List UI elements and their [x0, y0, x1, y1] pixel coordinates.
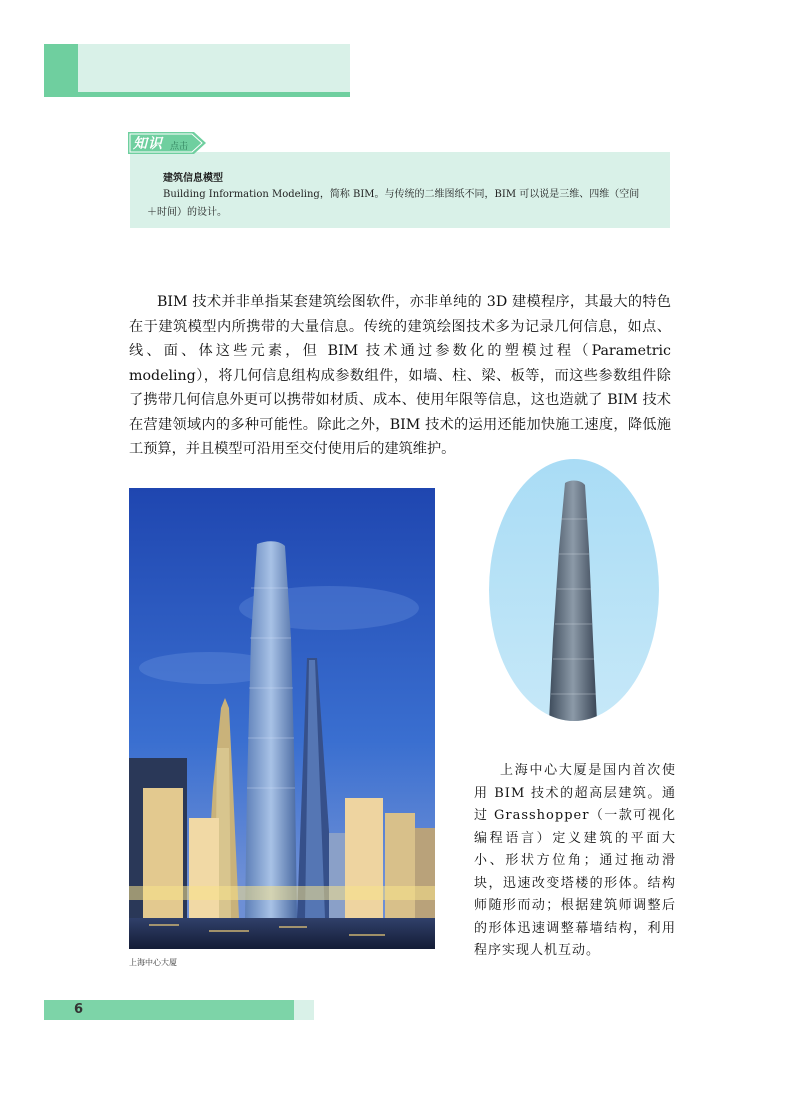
tip-tag-label: 知识 — [133, 136, 163, 152]
main-paragraph: BIM 技术并非单指某套建筑绘图软件，亦非单纯的 3D 建模程序，其最大的特色在于建筑模型内所携带的大量信息。传统的建筑绘图技术多为记录几何信息，如点、线、面、体这些元素，但 BIM 技术通过参数化的塑模过程（Parametric modeling），将几何信息组构成参数组件，如墙、柱、梁、板等，而这些参数组件除了携带几何信息外更可以携带如材质、成本、使用年限等信息，这也造就了 BIM 技术在营建领域内的多种可能性。除此之外，BIM 技术的运用还能加快施工速度，降低施工预算，并且模型可沿用至交付使用后的建筑维护。 — [129, 294, 671, 457]
tip-body: Building Information Modeling，简称 BIM。与传统的二维图纸不同，BIM 可以说是三维、四维（空间＋时间）的设计。 — [147, 189, 640, 218]
shanghai-skyline-photo — [129, 488, 435, 949]
tip-tag-sublabel: 点击 — [170, 142, 189, 152]
tower-oval-photo — [489, 459, 659, 721]
knowledge-tip-tag — [128, 130, 208, 156]
page-number: 6 — [74, 1002, 84, 1017]
photo-caption: 上海中心大厦 — [129, 958, 177, 967]
header-rule — [44, 92, 350, 97]
tower-description: 上海中心大厦是国内首次使用 BIM 技术的超高层建筑。通过 Grasshopper（一款可视化编程语言）定义建筑的平面大小、形状方位角；通过拖动滑块，迅速改变塔楼的形体。结构师随形而动；根据建筑师调整后的形体迅速调整幕墙结构，利用程序实现人机互动。 — [474, 763, 676, 958]
tip-title: 建筑信息模型 — [163, 173, 223, 184]
header-band — [44, 44, 350, 96]
header-accent — [44, 44, 78, 96]
